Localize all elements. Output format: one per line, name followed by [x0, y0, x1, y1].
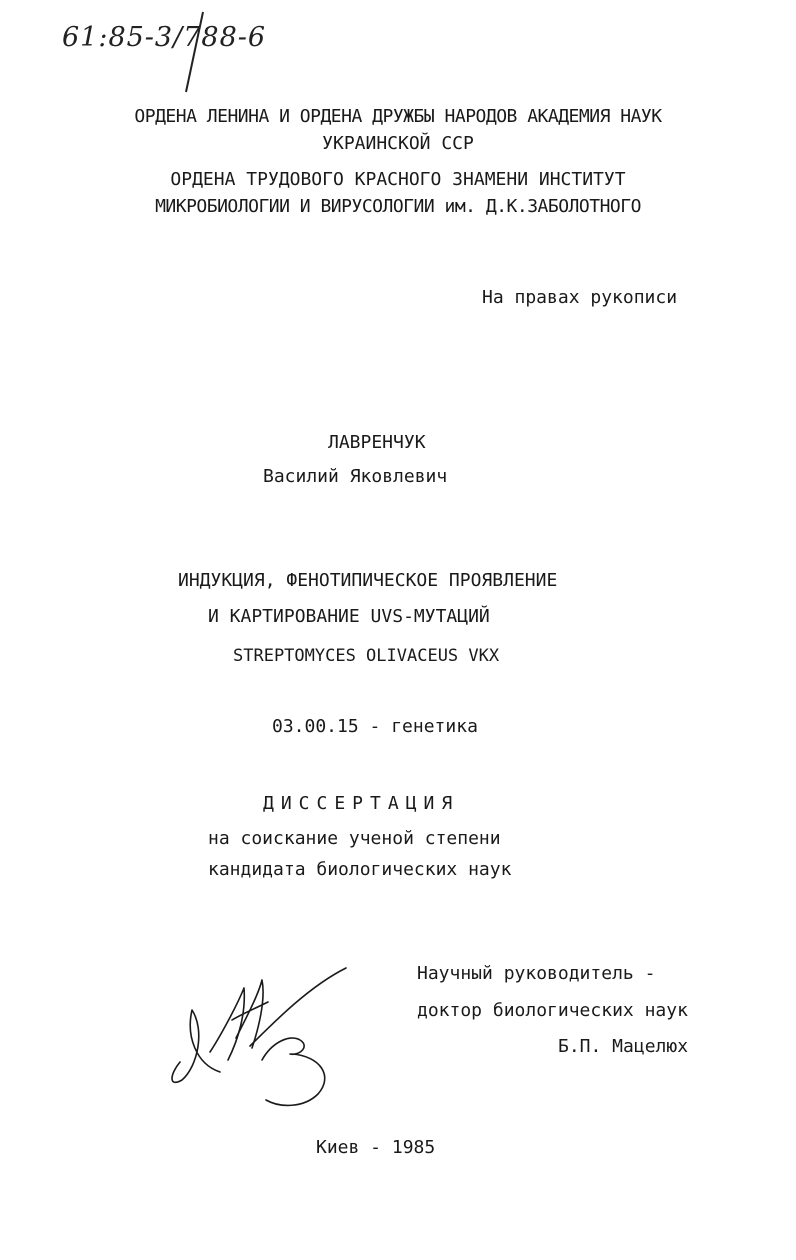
- institute-line-2: МИКРОБИОЛОГИИ И ВИРУСОЛОГИИ им. Д.К.ЗАБОЛОТНОГО: [155, 196, 641, 217]
- author-given-names: Василий Яковлевич: [263, 466, 448, 487]
- archive-code-handwritten: 61:85-3/788-6: [62, 22, 267, 53]
- author-surname: ЛАВРЕНЧУК: [328, 432, 426, 453]
- academy-line-2: УКРАИНСКОЙ ССР: [322, 133, 474, 154]
- manuscript-rights: На правах рукописи: [482, 287, 678, 308]
- place-year: Киев - 1985: [316, 1137, 436, 1158]
- academy-line-1: ОРДЕНА ЛЕНИНА И ОРДЕНА ДРУЖБЫ НАРОДОВ АКАДЕМИЯ НАУК: [134, 106, 662, 127]
- title-line-3: STREPTOMYCES OLIVACEUS VKX: [233, 646, 500, 666]
- title-line-1: ИНДУКЦИЯ, ФЕНОТИПИЧЕСКОЕ ПРОЯВЛЕНИЕ: [178, 570, 558, 591]
- title-line-2: И КАРТИРОВАНИЕ UVS-МУТАЦИЙ: [208, 606, 490, 627]
- specialty: 03.00.15 - генетика: [272, 716, 478, 737]
- supervisor-name: Б.П. Мацелюх: [558, 1036, 689, 1057]
- degree-line-1: на соискание ученой степени: [208, 828, 501, 849]
- degree-line-2: кандидата биологических наук: [208, 859, 512, 880]
- institute-line-1: ОРДЕНА ТРУДОВОГО КРАСНОГО ЗНАМЕНИ ИНСТИТУТ: [170, 169, 626, 190]
- document-type: ДИССЕРТАЦИЯ: [263, 793, 460, 814]
- supervisor-line-1: Научный руководитель -: [417, 963, 656, 984]
- supervisor-line-2: доктор биологических наук: [417, 1000, 688, 1021]
